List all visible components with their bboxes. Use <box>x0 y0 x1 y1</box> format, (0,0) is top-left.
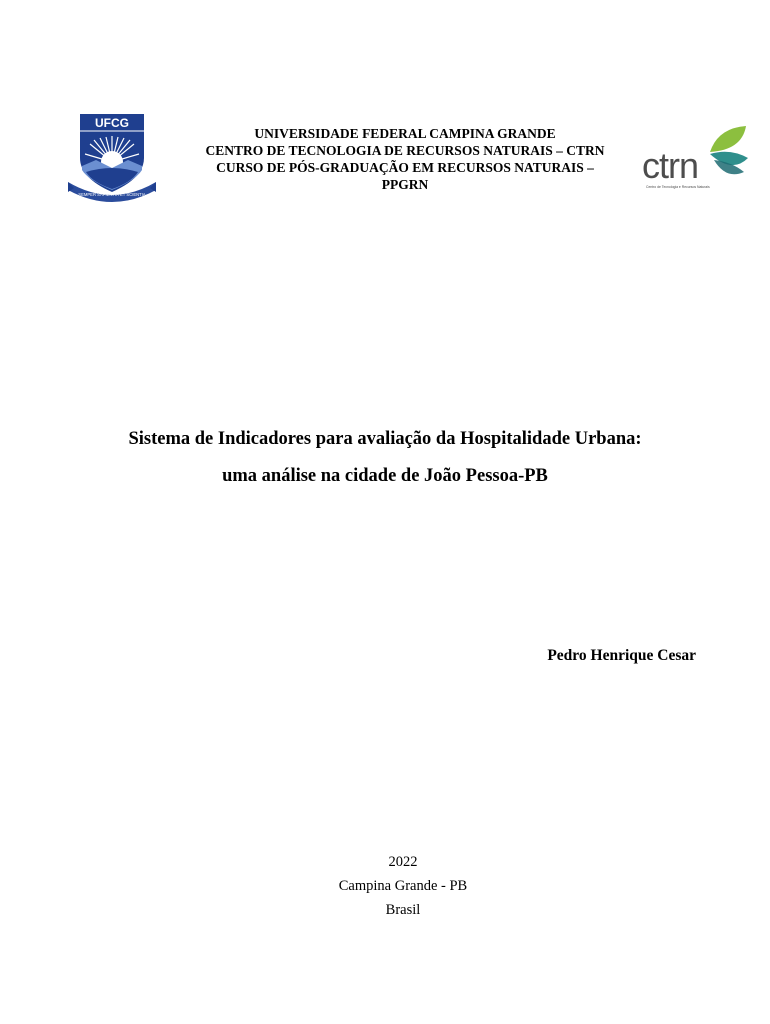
ctrn-logo <box>640 122 750 194</box>
ufcg-logo <box>66 112 158 204</box>
document-title <box>0 427 770 488</box>
author-name: Pedro Henrique Cesar <box>547 647 696 664</box>
title-line-2: uma análise na cidade de João Pessoa-PB <box>222 466 548 486</box>
ufcg-acronym: UFCG <box>95 116 129 130</box>
title-line-1: Sistema de Indicadores para avaliação da Hospitalidade Urbana: <box>128 429 642 449</box>
institution-header <box>160 125 650 193</box>
header-course: CURSO DE PÓS-GRADUAÇÃO EM RECURSOS NATURAIS – <box>216 160 594 175</box>
header-program: PPGRN <box>381 177 429 192</box>
footer-city: Campina Grande - PB <box>338 878 468 894</box>
header-center: CENTRO DE TECNOLOGIA DE RECURSOS NATURAIS – CTRN <box>205 143 605 158</box>
document-footer <box>0 850 770 922</box>
ctrn-subtitle: Centro de Tecnologia e Recursos Naturais <box>646 185 710 189</box>
footer-country: Brasil <box>385 902 421 918</box>
ufcg-motto: SEMPER SAPIENTIA ET SCIENTIA <box>78 192 146 197</box>
header-university: UNIVERSIDADE FEDERAL CAMPINA GRANDE <box>254 126 556 141</box>
footer-year: 2022 <box>388 854 418 870</box>
ctrn-wordmark: ctrn <box>642 145 699 186</box>
